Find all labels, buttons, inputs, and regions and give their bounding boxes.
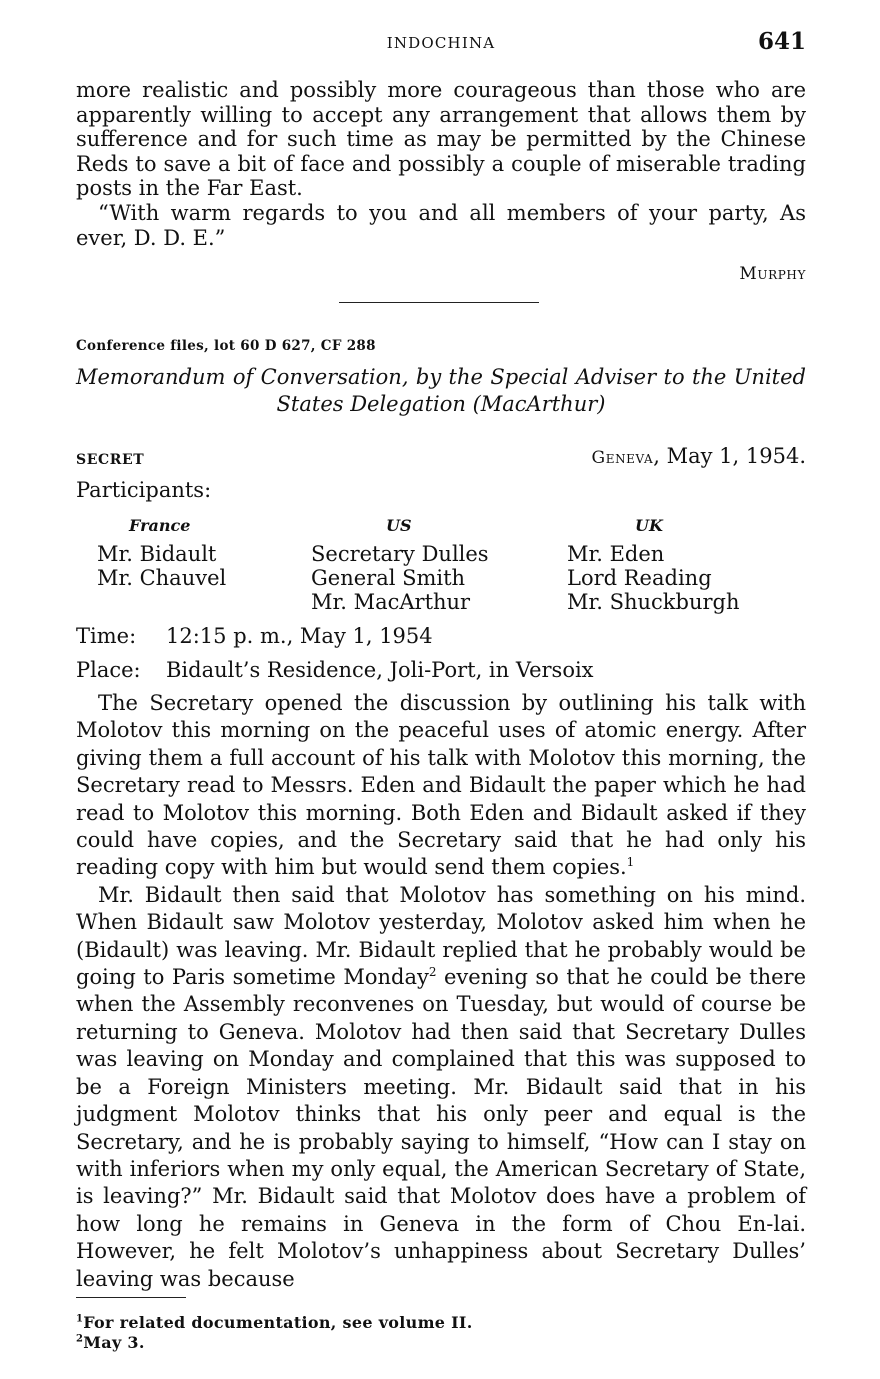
participant-name: Mr. Bidault <box>97 542 217 566</box>
footnote-ref: 2 <box>428 965 437 980</box>
footnote-2: $^2$May 3. <box>76 1333 145 1352</box>
body-paragraph-2: Mr. Bidault then said that Molotov has something on his mind. When Bidault saw Molotov yesterday, Molotov asked him when he (Bidault) was leaving. Mr. Bidault replied that he probably would be going to Paris sometime Monday$^2$ evening so that he could be there when the Assembly reconvenes on Tuesday, but would of course be returning to Geneva. Molotov had then said that Secretary Dulles was leaving on Monday and complained that this was supposed to be a Foreign Ministers meeting. Mr. Bidault said that in his judgment Molotov thinks that his only peer and equal is the Secretary, and he is probably saying to himself, “How can I stay on with inferiors when my only equal, the American Secretary of State, is leaving?” Mr. Bidault said that Molotov does have a problem of how long he remains in Geneva in the form of Chou En-lai. However, he felt Molotov’s unhappiness about Secretary Dulles’ leaving was because <box>76 882 806 1291</box>
participants-label: Participants: <box>76 478 212 502</box>
participant-name: Mr. MacArthur <box>311 590 471 614</box>
participant-name: Mr. Chauvel <box>97 566 227 590</box>
participant-name: Mr. Shuckburgh <box>567 590 740 614</box>
participant-name: General Smith <box>311 566 466 590</box>
participant-name: Mr. Eden <box>567 542 665 566</box>
time-label: Time: <box>76 624 137 648</box>
time-value: 12:15 p. m., May 1, 1954 <box>166 624 433 648</box>
participants-uk <box>567 514 739 614</box>
us-heading: US <box>386 516 412 535</box>
running-title: INDOCHINA <box>386 34 496 52</box>
footnote-1: $^1$For related documentation, see volume II. <box>76 1313 473 1332</box>
place-label: Place: <box>76 658 141 682</box>
letter-closing: “With warm regards to you and all members of your party, As ever, D. D. E.” <box>76 200 806 250</box>
france-heading: France <box>129 516 191 535</box>
participants-us <box>311 514 489 614</box>
continuation-text <box>76 78 806 250</box>
running-header <box>76 28 806 58</box>
footnote-ref: 1 <box>626 855 635 870</box>
classification: SECRET <box>76 452 145 468</box>
continuation-paragraph: more realistic and possibly more courageous than those who are apparently willing to accept any arrangement that allows them by sufference and for such time as may be permitted by the Chinese Reds to save a bit of face and possibly a couple of miserable trading posts in the Far East. <box>76 78 806 201</box>
memo-title-line-1: Memorandum of Conversation, by the Special Adviser to the United <box>76 365 806 389</box>
source-citation: Conference files, lot 60 D 627, CF 288 <box>76 338 376 354</box>
uk-heading: UK <box>635 516 663 535</box>
memo-title-line-2: States Delegation (MacArthur) <box>276 392 606 416</box>
place-date <box>592 444 806 468</box>
body-paragraph-1: The Secretary opened the discussion by outlining his talk with Molotov this morning on the peaceful uses of atomic energy. After giving them a full account of his talk with Molotov this morning, the Secretary read to Messrs. Eden and Bidault the paper which he had read to Molotov this morning. Both Eden and Bidault asked if they could have copies, and the Secretary said that he had only his reading copy with him but would send them copies.$^1$ <box>76 691 806 880</box>
place-value: Bidault’s Residence, Joli-Port, in Versoix <box>166 658 594 682</box>
section-divider <box>339 302 539 303</box>
meeting-place <box>76 658 594 682</box>
memo-body <box>76 690 806 1293</box>
footnote-divider <box>76 1297 186 1298</box>
meeting-time <box>76 624 433 648</box>
participant-name: Secretary Dulles <box>311 542 489 566</box>
signature: Murphy <box>739 264 806 284</box>
memo-title <box>76 364 806 418</box>
page-number: 641 <box>757 28 806 55</box>
place-date-text: , May 1, 1954. <box>653 444 806 468</box>
participants-france <box>97 514 226 590</box>
place-city: Geneva <box>591 448 654 468</box>
participant-name: Lord Reading <box>567 566 712 590</box>
